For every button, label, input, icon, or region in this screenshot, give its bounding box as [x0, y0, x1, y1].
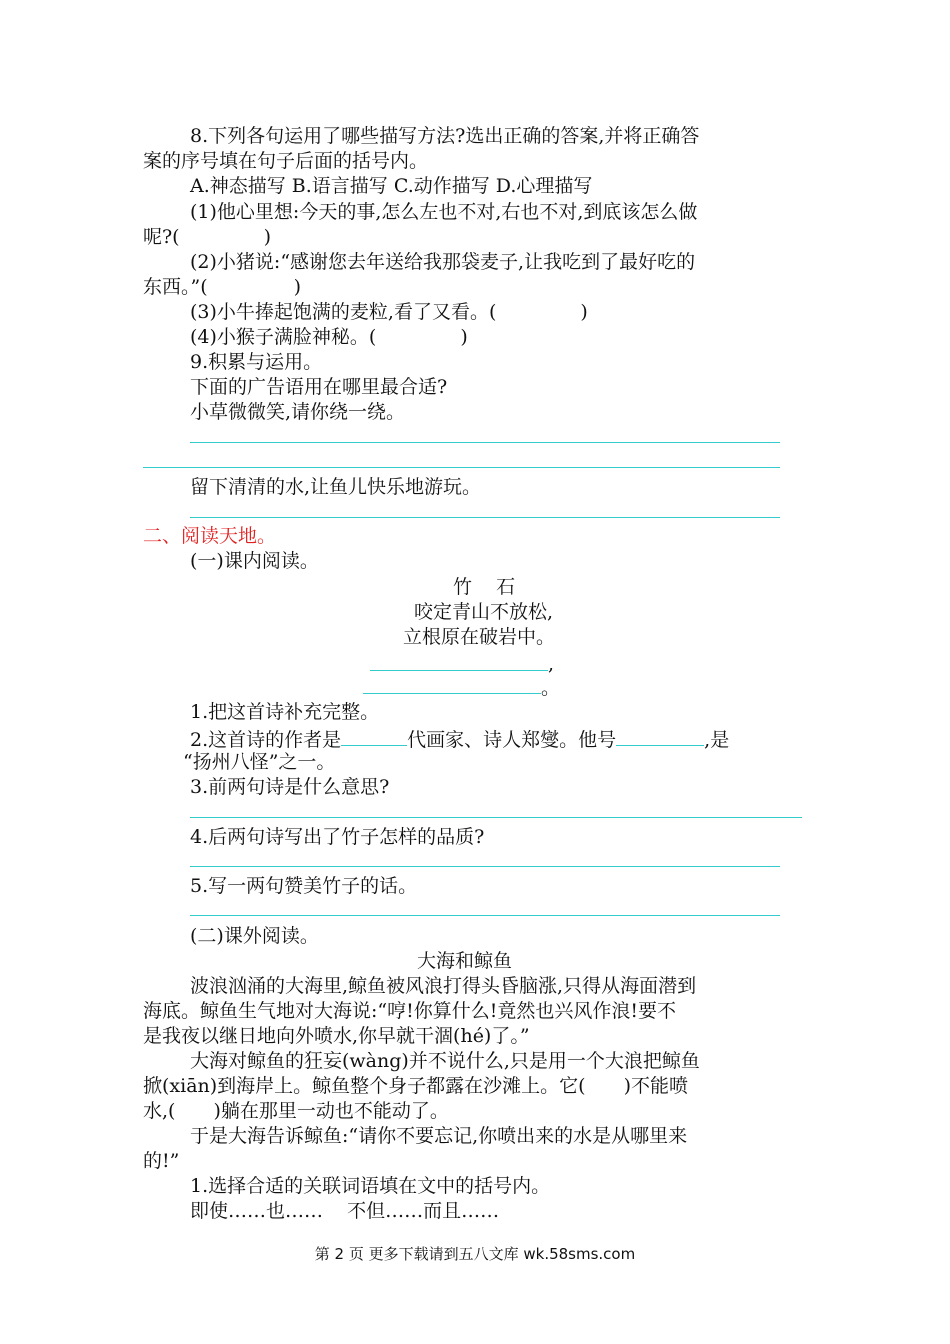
q8-options: A.神态描写 B.语言描写 C.动作描写 D.心理描写: [190, 175, 593, 197]
q8-sentence3: [190, 300, 588, 324]
q8-s2-close: ): [293, 276, 302, 298]
q8-sentence1-answer: [143, 225, 271, 249]
q8-s1-open: 呢?(: [143, 226, 180, 248]
story-p2-b-text1: 掀(xiān)到海岸上。鲸鱼整个身子都露在沙滩上。它(: [143, 1075, 586, 1097]
poem-q3: 3.前两句诗是什么意思?: [190, 776, 390, 798]
section2-heading: 二、阅读天地。: [143, 525, 277, 547]
poem-q1: 1.把这首诗补充完整。: [190, 701, 380, 723]
reading-q1-options: 即使……也…… 不但……而且……: [190, 1200, 500, 1222]
q9-ad2: 留下清清的水,让鱼儿快乐地游玩。: [190, 476, 482, 498]
q9-title: 9.积累与运用。: [190, 351, 323, 373]
poem-blank-line4[interactable]: [363, 693, 541, 694]
q8-line2: 案的序号填在句子后面的括号内。: [143, 150, 429, 172]
answer-line[interactable]: [190, 817, 802, 818]
story-p2-a: 大海对鲸鱼的狂妄(wàng)并不说什么,只是用一个大浪把鲸鱼: [190, 1050, 700, 1072]
q8-s2-open: 东西。”(: [143, 276, 208, 298]
answer-line[interactable]: [190, 915, 780, 916]
story-p2-c: [143, 1099, 449, 1123]
poem-line1: 咬定青山不放松,: [414, 601, 554, 623]
poem-comma: ,: [548, 653, 555, 675]
q8-sentence1: (1)他心里想:今天的事,怎么左也不对,右也不对,到底该怎么做: [190, 201, 698, 223]
page-footer: 第 2 页 更多下载请到五八文库 wk.58sms.com: [314, 1245, 636, 1263]
q8-sentence2-answer: [143, 275, 301, 299]
poem-q5: 5.写一两句赞美竹子的话。: [190, 875, 418, 897]
story-p3-a: 于是大海告诉鲸鱼:“请你不要忘记,你喷出来的水是从哪里来: [190, 1125, 688, 1147]
poem-q4: 4.后两句诗写出了竹子怎样的品质?: [190, 826, 485, 848]
q8-sentence4: [190, 325, 468, 349]
poem-blank-line3[interactable]: [370, 670, 548, 671]
poem-title: 竹 石: [453, 576, 516, 598]
poem-q2-text-b: 代画家、诗人郑燮。他号: [407, 729, 617, 751]
poem-q2-cont: “扬州八怪”之一。: [183, 751, 336, 773]
reading-q1: 1.选择合适的关联词语填在文中的括号内。: [190, 1175, 551, 1197]
answer-line[interactable]: [143, 467, 780, 468]
q8-line1: 8.下列各句运用了哪些描写方法?选出正确的答案,并将正确答: [190, 125, 700, 147]
story-p2-c-text1: 水,(: [143, 1100, 176, 1122]
answer-line[interactable]: [190, 442, 780, 443]
poem-q2-text-a: 2.这首诗的作者是: [190, 729, 342, 751]
story-p1-c: 是我夜以继日地向外喷水,你早就干涸(hé)了。”: [143, 1025, 530, 1047]
story-p3-b: 的!”: [143, 1150, 180, 1172]
q9-question: 下面的广告语用在哪里最合适?: [190, 376, 448, 398]
q8-s4-text: (4)小猴子满脸神秘。(: [190, 326, 377, 348]
story-title: 大海和鲸鱼: [417, 950, 513, 972]
poem-line2: 立根原在破岩中。: [403, 626, 556, 648]
q9-ad1: 小草微微笑,请你绕一绕。: [190, 401, 406, 423]
q8-s1-close: ): [263, 226, 272, 248]
story-p2-c-text2: )躺在那里一动也不能动了。: [213, 1100, 449, 1122]
poem-q2-text-c: ,是: [704, 729, 730, 751]
story-p1-a: 波浪汹涌的大海里,鲸鱼被风浪打得头昏脑涨,只得从海面潜到: [190, 975, 697, 997]
q8-s3-close: ): [580, 301, 588, 323]
part1-heading: (一)课内阅读。: [190, 550, 319, 572]
part2-heading: (二)课外阅读。: [190, 925, 319, 947]
q8-s3-text: (3)小牛捧起饱满的麦粒,看了又看。(: [190, 301, 497, 323]
q8-sentence2: (2)小猪说:“感谢您去年送给我那袋麦子,让我吃到了最好吃的: [190, 251, 696, 273]
answer-line[interactable]: [190, 866, 780, 867]
poem-q2: [190, 725, 729, 752]
q8-s4-close: ): [460, 326, 468, 348]
answer-blank[interactable]: [616, 725, 704, 746]
story-p2-b: [143, 1074, 688, 1098]
story-p1-b: 海底。鲸鱼生气地对大海说:“哼!你算什么!竟然也兴风作浪!要不: [143, 1000, 677, 1022]
answer-line[interactable]: [190, 517, 780, 518]
answer-blank[interactable]: [341, 725, 407, 746]
poem-period: 。: [541, 677, 561, 699]
story-p2-b-text2: )不能喷: [623, 1075, 689, 1097]
